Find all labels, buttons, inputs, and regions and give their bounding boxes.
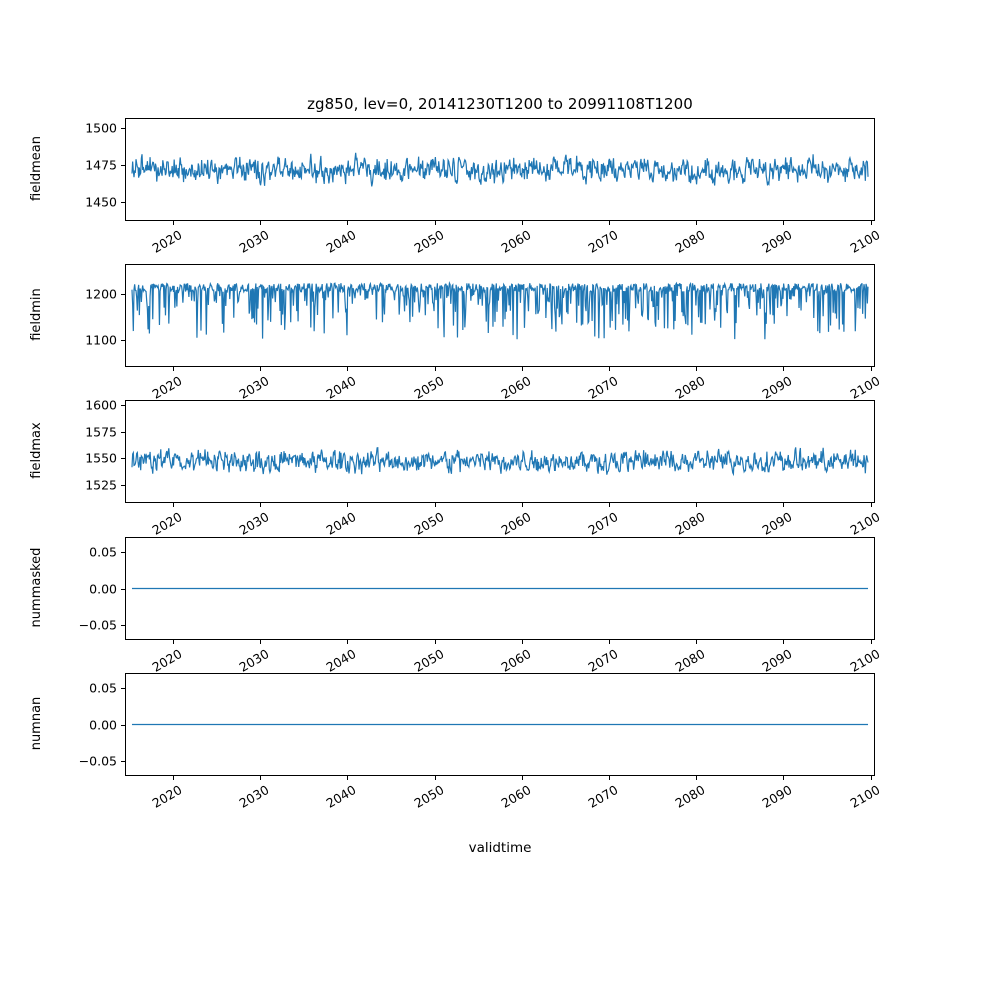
y-tick-label: 0.00 xyxy=(89,717,117,732)
x-tick-mark xyxy=(260,367,261,371)
y-axis-label-fieldmin: fieldmin xyxy=(28,287,44,341)
x-tick-label: 2060 xyxy=(498,782,534,811)
x-tick-mark xyxy=(435,503,436,507)
x-tick-label: 2090 xyxy=(759,782,795,811)
y-tick-mark xyxy=(121,688,125,689)
x-tick-label: 2040 xyxy=(323,782,359,811)
x-tick-mark xyxy=(347,503,348,507)
x-tick-label: 2020 xyxy=(149,373,185,402)
y-tick-label: 0.05 xyxy=(89,544,117,560)
x-tick-label: 2030 xyxy=(236,227,272,256)
x-tick-label: 2070 xyxy=(585,646,621,675)
y-tick-mark xyxy=(121,485,125,486)
y-axis-label-nummasked: nummasked xyxy=(28,547,44,627)
x-tick-mark xyxy=(871,640,872,644)
y-tick-label: 0.00 xyxy=(89,581,117,596)
x-tick-label: 2050 xyxy=(411,782,447,811)
y-tick-label: 1200 xyxy=(85,286,117,302)
x-tick-label: 2050 xyxy=(411,373,447,402)
x-tick-label: 2030 xyxy=(236,782,272,811)
x-tick-mark xyxy=(871,776,872,780)
x-tick-label: 2080 xyxy=(672,373,708,402)
x-tick-label: 2040 xyxy=(323,646,359,675)
x-tick-label: 2060 xyxy=(498,509,534,538)
x-tick-label: 2020 xyxy=(149,646,185,675)
x-tick-label: 2050 xyxy=(411,509,447,538)
x-tick-label: 2080 xyxy=(672,509,708,538)
y-tick-mark xyxy=(121,294,125,295)
x-tick-label: 2040 xyxy=(323,373,359,402)
x-tick-label: 2050 xyxy=(411,646,447,675)
y-tick-label: 0.05 xyxy=(89,680,117,696)
x-tick-mark xyxy=(347,221,348,225)
x-tick-mark xyxy=(260,640,261,644)
x-tick-label: 2020 xyxy=(149,782,185,811)
data-line-fieldmean xyxy=(132,153,868,187)
x-tick-label: 2050 xyxy=(411,227,447,256)
y-tick-label: −0.05 xyxy=(78,617,117,633)
y-axis-label-numnan: numnan xyxy=(28,696,44,750)
x-tick-mark xyxy=(609,221,610,225)
subplot-fieldmean xyxy=(125,118,875,221)
x-tick-labels-fieldmin xyxy=(125,367,883,427)
x-tick-mark xyxy=(783,776,784,780)
x-tick-label: 2100 xyxy=(847,782,883,811)
x-tick-mark xyxy=(609,776,610,780)
y-tick-mark xyxy=(121,458,125,459)
y-tick-mark xyxy=(121,165,125,166)
x-tick-mark xyxy=(609,503,610,507)
y-tick-mark xyxy=(121,552,125,553)
x-tick-mark xyxy=(173,367,174,371)
x-tick-mark xyxy=(696,640,697,644)
x-tick-mark xyxy=(871,367,872,371)
x-tick-label: 2040 xyxy=(323,227,359,256)
y-tick-label: 1500 xyxy=(85,120,117,136)
x-tick-mark xyxy=(347,776,348,780)
y-tick-mark xyxy=(121,589,125,590)
x-tick-mark xyxy=(609,367,610,371)
x-tick-mark xyxy=(522,640,523,644)
x-tick-mark xyxy=(522,776,523,780)
x-tick-mark xyxy=(783,367,784,371)
x-tick-label: 2020 xyxy=(149,509,185,538)
x-tick-label: 2100 xyxy=(847,227,883,256)
x-tick-mark xyxy=(173,503,174,507)
x-tick-mark xyxy=(696,367,697,371)
x-tick-labels-fieldmean xyxy=(125,221,883,281)
y-tick-label: 1525 xyxy=(85,477,117,493)
x-tick-label: 2100 xyxy=(847,373,883,402)
x-tick-mark xyxy=(522,503,523,507)
x-tick-label: 2060 xyxy=(498,373,534,402)
y-tick-label: 1475 xyxy=(85,157,117,173)
x-tick-label: 2070 xyxy=(585,227,621,256)
x-tick-mark xyxy=(783,221,784,225)
x-tick-label: 2090 xyxy=(759,227,795,256)
y-tick-mark xyxy=(121,625,125,626)
y-tick-mark xyxy=(121,128,125,129)
x-tick-mark xyxy=(871,221,872,225)
x-tick-label: 2030 xyxy=(236,646,272,675)
x-tick-mark xyxy=(435,367,436,371)
x-tick-label: 2030 xyxy=(236,509,272,538)
x-tick-mark xyxy=(783,503,784,507)
x-tick-label: 2070 xyxy=(585,373,621,402)
x-tick-mark xyxy=(260,221,261,225)
data-line-fieldmax xyxy=(132,447,868,474)
y-axis-label-fieldmax: fieldmax xyxy=(28,421,44,479)
y-tick-mark xyxy=(121,725,125,726)
x-tick-label: 2040 xyxy=(323,509,359,538)
y-tick-label: 1450 xyxy=(85,194,117,210)
x-tick-mark xyxy=(347,640,348,644)
x-tick-mark xyxy=(173,776,174,780)
x-tick-mark xyxy=(435,776,436,780)
y-tick-label: −0.05 xyxy=(78,753,117,769)
x-tick-label: 2030 xyxy=(236,373,272,402)
x-tick-label: 2090 xyxy=(759,373,795,402)
x-tick-mark xyxy=(522,367,523,371)
x-tick-mark xyxy=(696,776,697,780)
data-line-fieldmin xyxy=(132,283,868,339)
x-tick-label: 2070 xyxy=(585,782,621,811)
x-tick-mark xyxy=(522,221,523,225)
y-axis-label-fieldmean: fieldmean xyxy=(28,135,44,201)
x-tick-labels-fieldmax xyxy=(125,503,883,563)
x-tick-mark xyxy=(173,221,174,225)
x-tick-label: 2060 xyxy=(498,646,534,675)
x-axis-label: validtime xyxy=(468,840,532,856)
y-tick-mark xyxy=(121,340,125,341)
x-tick-mark xyxy=(260,776,261,780)
x-tick-labels-nummasked xyxy=(125,640,883,700)
x-tick-label: 2070 xyxy=(585,509,621,538)
y-tick-mark xyxy=(121,432,125,433)
x-tick-label: 2080 xyxy=(672,227,708,256)
x-tick-mark xyxy=(347,367,348,371)
x-tick-mark xyxy=(260,503,261,507)
x-tick-mark xyxy=(609,640,610,644)
y-tick-mark xyxy=(121,761,125,762)
chart-title: zg850, lev=0, 20141230T1200 to 20991108T1200 xyxy=(307,95,693,113)
x-tick-mark xyxy=(435,640,436,644)
x-tick-mark xyxy=(435,221,436,225)
x-tick-label: 2100 xyxy=(847,646,883,675)
x-tick-label: 2090 xyxy=(759,509,795,538)
x-tick-mark xyxy=(871,503,872,507)
x-tick-mark xyxy=(783,640,784,644)
x-tick-mark xyxy=(696,503,697,507)
x-tick-label: 2100 xyxy=(847,509,883,538)
y-tick-label: 1550 xyxy=(85,450,117,466)
y-tick-label: 1100 xyxy=(85,332,117,348)
x-tick-mark xyxy=(696,221,697,225)
x-tick-label: 2080 xyxy=(672,782,708,811)
x-tick-label: 2020 xyxy=(149,227,185,256)
x-tick-mark xyxy=(173,640,174,644)
plot-area-fieldmean xyxy=(126,119,874,220)
y-tick-mark xyxy=(121,202,125,203)
y-tick-label: 1575 xyxy=(85,424,117,440)
x-tick-label: 2060 xyxy=(498,227,534,256)
y-tick-label: 1600 xyxy=(85,397,117,413)
x-tick-label: 2080 xyxy=(672,646,708,675)
y-tick-mark xyxy=(121,405,125,406)
x-tick-labels-numnan xyxy=(125,776,883,836)
x-tick-label: 2090 xyxy=(759,646,795,675)
